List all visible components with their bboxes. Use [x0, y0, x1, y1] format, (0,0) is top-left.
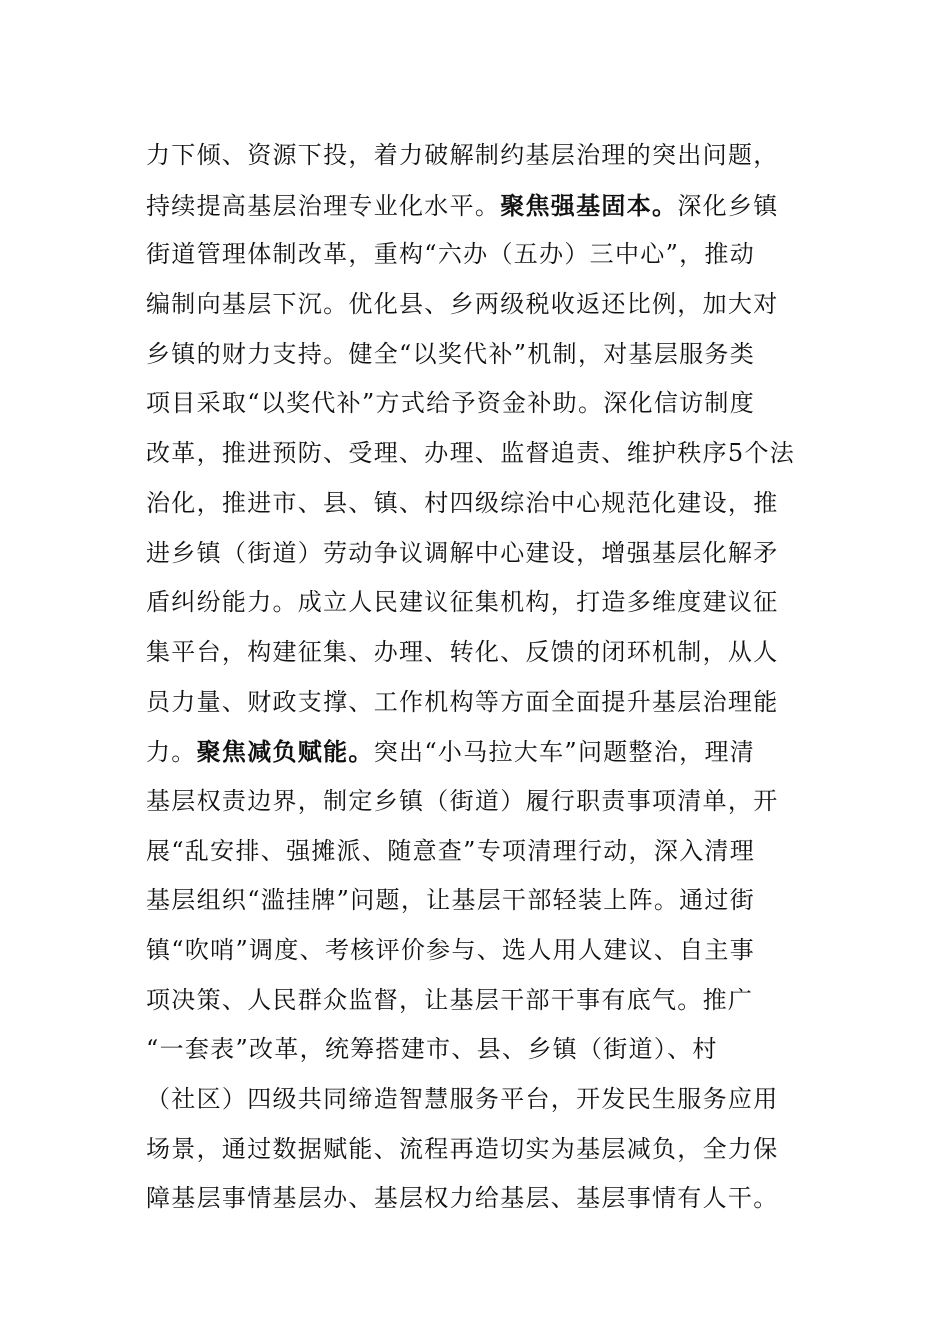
text-run: 力。 [146, 738, 197, 767]
text-line [146, 280, 826, 330]
text-run: （社区）四级共同缔造智慧服务平台，开发民生服务应用 [146, 1085, 779, 1114]
text-line [146, 678, 826, 728]
text-run: 障基层事情基层办、基层权力给基层、基层事情有人干。 [146, 1184, 779, 1213]
text-run: 集平台，构建征集、办理、转化、反馈的闭环机制，从人 [146, 637, 779, 666]
text-run: 项决策、人民群众监督，让基层干部干事有底气。推广 [146, 985, 754, 1014]
text-line [146, 926, 826, 976]
text-run: 项目采取“以奖代补”方式给予资金补助。深化信访制度 [146, 389, 756, 418]
text-run: 员力量、财政支撑、工作机构等方面全面提升基层治理能 [146, 687, 779, 716]
text-run: 基层组织“滥挂牌”问题，让基层干部轻装上阵。通过街 [146, 886, 756, 915]
text-line [146, 827, 826, 877]
text-line [146, 1025, 826, 1075]
text-line [146, 876, 826, 926]
text-run: 镇“吹哨”调度、考核评价参与、选人用人建议、自主事 [146, 936, 756, 964]
text-run: 持续提高基层治理专业化水平。 [146, 191, 501, 220]
text-line [146, 976, 826, 1026]
text-line [146, 777, 826, 827]
text-line [146, 181, 826, 231]
text-run: 力下倾、资源下投，着力破解制约基层治理的突出问题， [146, 141, 779, 169]
bold-heading-strong-foundation: 聚焦强基固本。 [500, 190, 678, 220]
text-run: 基层权责边界，制定乡镇（街道）履行职责事项清单，开 [146, 786, 779, 815]
text-line [146, 131, 826, 181]
text-line [146, 1174, 826, 1224]
body-paragraph [146, 131, 826, 1224]
text-run: 改革，推进预防、受理、办理、监督追责、维护秩序5个法 [146, 439, 796, 468]
text-run: 场景，通过数据赋能、流程再造切实为基层减负，全力保 [146, 1134, 779, 1163]
text-line [146, 529, 826, 579]
text-line [146, 628, 826, 678]
text-run: 编制向基层下沉。优化县、乡两级税收返还比例，加大对 [146, 290, 779, 319]
text-line [146, 727, 826, 777]
text-line [146, 1125, 826, 1175]
text-run: 乡镇的财力支持。健全“以奖代补”机制，对基层服务类 [146, 339, 756, 368]
text-run: “一套表”改革，统筹搭建市、县、乡镇（街道）、村 [146, 1035, 718, 1064]
text-line [146, 578, 826, 628]
bold-heading-reduce-burden: 聚焦减负赋能。 [196, 737, 374, 767]
text-line [146, 230, 826, 280]
text-line [146, 479, 826, 529]
text-line [146, 379, 826, 429]
text-run: 治化，推进市、县、镇、村四级综治中心规范化建设，推 [146, 488, 779, 517]
text-run: 进乡镇（街道）劳动争议调解中心建设，增强基层化解矛 [146, 538, 779, 567]
text-line [146, 1075, 826, 1125]
text-run: 街道管理体制改革，重构“六办（五办）三中心”，推动 [146, 240, 756, 269]
text-run: 盾纠纷能力。成立人民建议征集机构，打造多维度建议征 [146, 588, 779, 617]
text-run: 突出“小马拉大车”问题整治，理清 [373, 738, 756, 767]
text-run: 深化乡镇 [677, 191, 779, 220]
text-line [146, 429, 826, 479]
text-run: 展“乱安排、强摊派、随意查”专项清理行动，深入清理 [146, 836, 756, 865]
text-line [146, 330, 826, 380]
